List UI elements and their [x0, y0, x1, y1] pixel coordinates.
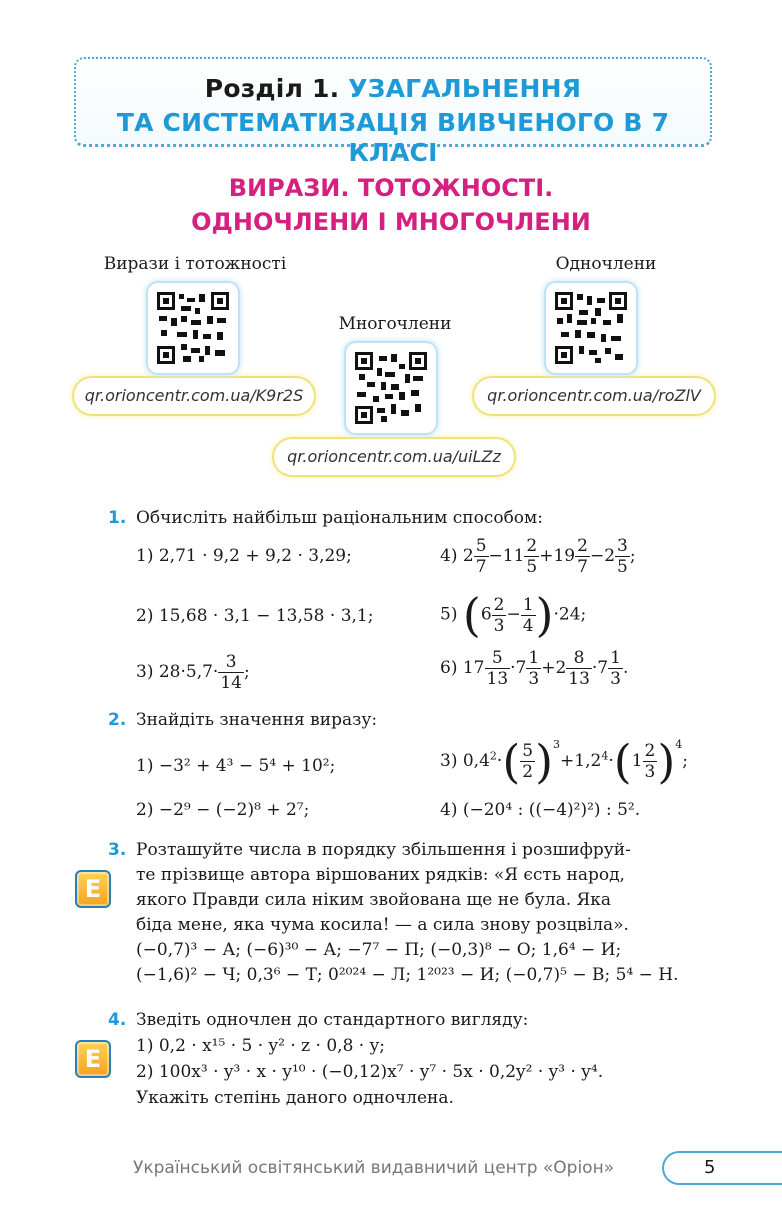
task-1-item-2: 2) 15,68 · 3,1 − 13,58 · 3,1;	[136, 606, 374, 626]
fraction: $\frac{5}{2}$	[522, 741, 534, 782]
qr-code-expressions[interactable]	[148, 283, 238, 373]
task-4-line-4: Укажіть степінь даного одночлена.	[136, 1088, 454, 1108]
task-2-item-4: 4) (−20⁴ : ((−4)²)²) : 5².	[440, 800, 641, 820]
qr-label-monomials: Одночлени	[555, 254, 657, 274]
chapter-title-part1: УЗАГАЛЬНЕННЯ	[348, 74, 582, 103]
task-3-line-3: якого Правди сила ніким звойована ще не була. Яка	[136, 890, 612, 910]
topic-title-line2: ОДНОЧЛЕНИ І МНОГОЧЛЕНИ	[191, 208, 591, 236]
fraction: $\frac{5}{7}$	[475, 536, 487, 577]
fraction: $\frac{8}{13}$	[568, 648, 590, 689]
task-2-item-1: 1) −3² + 4³ − 5⁴ + 10²;	[136, 756, 336, 776]
qr-label-polynomials: Многочлени	[338, 314, 452, 334]
fraction: $\frac{2}{5}$	[526, 536, 538, 577]
task-1-item-3: 3) 28·5,7· $\frac{3}{14}$ ;	[136, 652, 250, 693]
qr-code-icon	[355, 352, 427, 424]
fraction: $\frac{2}{3}$	[644, 741, 656, 782]
page-number-tab	[662, 1151, 782, 1185]
e-badge-icon[interactable]: E	[75, 870, 111, 908]
page-number: 5	[704, 1157, 716, 1178]
task-number-3: 3.	[108, 840, 127, 860]
qr-code-monomials[interactable]	[546, 283, 636, 373]
fraction: $\frac{2}{3}$	[493, 594, 505, 636]
qr-url-monomials[interactable]: qr.orioncentr.com.ua/roZlV	[474, 378, 714, 414]
chapter-title-line2: ТА СИСТЕМАТИЗАЦІЯ ВИВЧЕНОГО В 7 КЛАСІ	[116, 108, 670, 167]
e-badge-icon[interactable]: E	[75, 1040, 111, 1078]
task-3-line-2: те прізвище автора віршованих рядків: «Я єсть народ,	[136, 865, 625, 885]
task-1-text: Обчисліть найбільш раціональним способом:	[136, 508, 543, 528]
publisher-footer: Український освітянський видавничий центр «Оріон»	[133, 1158, 615, 1178]
task-1-item-5-prefix: 5)	[440, 604, 458, 625]
fraction: $\frac{2}{7}$	[577, 536, 588, 577]
task-1-item-4: 4) 2 $\frac{5}{7}$ −11 $\frac{2}{5}$ +19 $\frac{2}{7}$ −2 $\frac{3}{5}$ ;	[440, 536, 636, 577]
task-2-item-3: 3) $0,4^2\cdot$( $\frac{5}{2}$ )$^3+1,2^4\cdot(1$ $\frac{2}{3}$ )$^4$;	[440, 734, 689, 789]
task-1-item-4-prefix: 4)	[440, 546, 458, 566]
chapter-title-line1	[74, 74, 712, 104]
task-1-item-1: 1) 2,71 · 9,2 + 9,2 · 3,29;	[136, 546, 352, 566]
qr-code-polynomials[interactable]	[346, 343, 436, 433]
qr-code-icon	[555, 292, 627, 364]
task-number-1: 1.	[108, 508, 127, 528]
task-1-item-6: 6) 17 $\frac{5}{13}$ ·7 $\frac{1}{3}$ +2 $\frac{8}{13}$ ·7 $\frac{1}{3}$ .	[440, 648, 629, 689]
task-3-line-5: (−0,7)³ − А; (−6)³⁰ − А; −7⁷ − П; (−0,3)⁸ − О; 1,6⁴ − И;	[136, 940, 622, 960]
task-1-item-3-prefix: 3) 28·5,7·	[136, 662, 219, 682]
task-2-item-2: 2) −2⁹ − (−2)⁸ + 2⁷;	[136, 800, 310, 820]
task-2-text: Знайдіть значення виразу:	[136, 710, 378, 730]
qr-code-icon	[157, 292, 229, 364]
chapter-prefix: Розділ 1.	[204, 74, 340, 103]
task-1-item-5: 5) (6 $\frac{2}{3}$ − $\frac{1}{4}$ )·24;	[440, 588, 587, 642]
task-4-line-1: Зведіть одночлен до стандартного вигляду:	[136, 1010, 529, 1030]
qr-url-polynomials[interactable]: qr.orioncentr.com.ua/uiLZz	[274, 439, 514, 475]
task-4-line-3: 2) 100x³ · y³ · x · y¹⁰ · (−0,12)x⁷ · y⁷ · 5x · 0,2y² · y³ · y⁴.	[136, 1062, 604, 1082]
fraction: $\frac{5}{13}$	[486, 648, 509, 689]
task-1-item-6-prefix: 6)	[440, 658, 458, 678]
task-3-line-6: (−1,6)² − Ч; 0,3⁶ − Т; 0²⁰²⁴ − Л; 1²⁰²³ − И; (−0,7)⁵ − В; 5⁴ − Н.	[136, 965, 679, 985]
topic-title-line1: ВИРАЗИ. ТОТОЖНОСТІ.	[228, 174, 554, 202]
task-3-line-4: біда мене, яка чума косила! — а сила знову розцвіла».	[136, 915, 629, 935]
fraction: $\frac{3}{14}$	[220, 652, 242, 693]
qr-label-expressions: Вирази і тотожності	[103, 254, 287, 274]
fraction: $\frac{1}{3}$	[528, 648, 540, 689]
fraction: $\frac{3}{5}$	[617, 536, 628, 577]
fraction: $\frac{1}{3}$	[610, 648, 621, 689]
task-3-line-1: Розташуйте числа в порядку збільшення і розшифруй-	[136, 840, 631, 860]
task-number-4: 4.	[108, 1010, 127, 1030]
qr-url-expressions[interactable]: qr.orioncentr.com.ua/K9r2S	[74, 378, 314, 414]
task-2-item-3-prefix: 3)	[440, 751, 458, 771]
task-number-2: 2.	[108, 710, 127, 730]
fraction: $\frac{1}{4}$	[522, 594, 534, 636]
task-4-line-2: 1) 0,2 · x¹⁵ · 5 · y² · z · 0,8 · y;	[136, 1036, 385, 1056]
